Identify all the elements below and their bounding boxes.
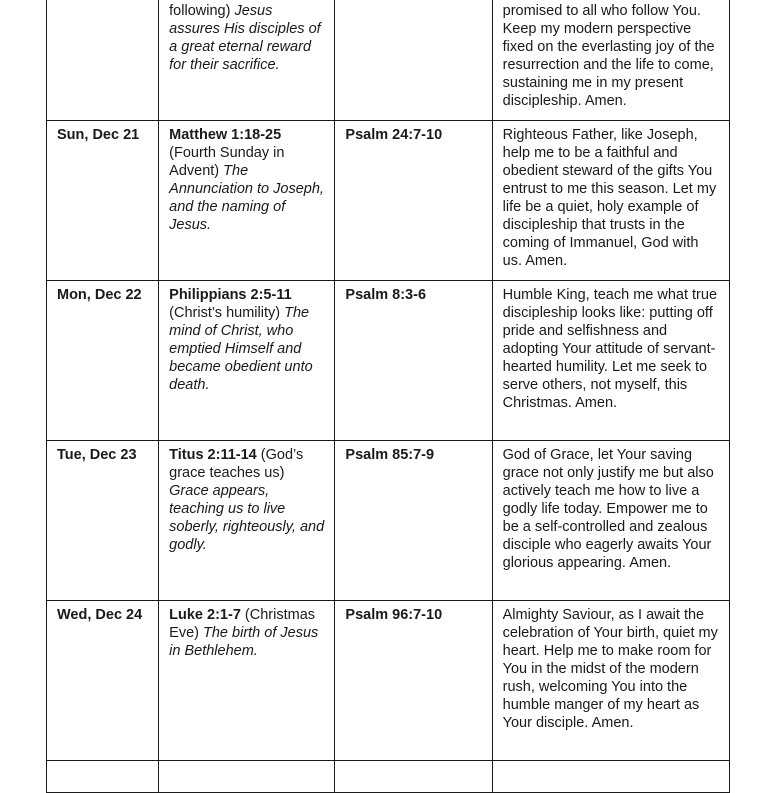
date-cell: Tue, Dec 23 bbox=[47, 441, 159, 601]
table-row bbox=[47, 281, 730, 441]
reading-note: (Christmas Eve) bbox=[169, 607, 316, 641]
psalm-cell: Psalm 24:7-10 bbox=[335, 121, 492, 281]
devotional-reading-table bbox=[46, 0, 730, 793]
psalm-cell: Psalm 85:7-9 bbox=[335, 441, 492, 601]
reading-note: (Fourth Sunday in Advent) bbox=[169, 145, 285, 179]
prayer-cell: promised to all who follow You. Keep my modern perspective fixed on the everlasting joy of the resurrection and the life to come, sustaining me in my present discipleship. Amen. bbox=[492, 0, 729, 121]
reading-cell bbox=[159, 761, 335, 793]
reading-reference: Luke 2:1-7 bbox=[169, 607, 241, 623]
psalm-cell bbox=[335, 761, 492, 793]
reading-note: (Christ’s humility) bbox=[169, 305, 281, 321]
reading-cell bbox=[159, 601, 335, 761]
date-cell bbox=[47, 0, 159, 121]
reading-cell bbox=[159, 441, 335, 601]
reading-cell bbox=[159, 0, 335, 121]
reading-theme: The Annunciation to Joseph, and the naming of Jesus. bbox=[169, 163, 324, 233]
prayer-cell: Righteous Father, like Joseph, help me to be a faithful and obedient steward of the gifts You entrust to me this season. Let my life be a quiet, holy example of discipleship that trusts in the coming of Immanuel, God with us. Amen. bbox=[492, 121, 729, 281]
date-cell: Sun, Dec 21 bbox=[47, 121, 159, 281]
prayer-cell bbox=[492, 761, 729, 793]
table-row bbox=[47, 441, 730, 601]
prayer-cell: God of Grace, let Your saving grace not only justify me but also actively teach me how to live a godly life today. Empower me to be a self-controlled and zealous disciple who eagerly awaits Your glorious appearing. Amen. bbox=[492, 441, 729, 601]
reading-reference: Titus 2:11-14 bbox=[169, 447, 257, 463]
reading-theme: The birth of Jesus in Bethlehem. bbox=[169, 625, 319, 659]
reading-note: (God’s grace teaches us) bbox=[169, 447, 304, 481]
psalm-cell bbox=[335, 0, 492, 121]
reading-cell bbox=[159, 121, 335, 281]
psalm-cell: Psalm 8:3-6 bbox=[335, 281, 492, 441]
reading-theme: The mind of Christ, who emptied Himself and became obedient unto death. bbox=[169, 305, 313, 393]
date-cell: Mon, Dec 22 bbox=[47, 281, 159, 441]
prayer-cell: Almighty Saviour, as I await the celebration of Your birth, quiet my heart. Help me to make room for You in the midst of the modern rush, welcoming You into the humble manger of my heart as Your disciple. Amen. bbox=[492, 601, 729, 761]
psalm-cell: Psalm 96:7-10 bbox=[335, 601, 492, 761]
date-cell: Wed, Dec 24 bbox=[47, 601, 159, 761]
table-row bbox=[47, 601, 730, 761]
date-cell bbox=[47, 761, 159, 793]
reading-reference: Philippians 2:5-11 bbox=[169, 287, 292, 303]
reading-theme: Grace appears, teaching us to live soberly, righteously, and godly. bbox=[169, 483, 325, 553]
reading-cell bbox=[159, 281, 335, 441]
reading-note: following) bbox=[169, 3, 235, 19]
table-row bbox=[47, 121, 730, 281]
table-row bbox=[47, 0, 730, 121]
table-row bbox=[47, 761, 730, 793]
reading-theme: Jesus assures His disciples of a great eternal reward for their sacrifice. bbox=[169, 3, 321, 73]
prayer-cell: Humble King, teach me what true discipleship looks like: putting off pride and selfishness and adopting Your attitude of servant-hearted humility. Let me seek to serve others, not myself, this Christmas. Amen. bbox=[492, 281, 729, 441]
reading-reference: Matthew 1:18-25 bbox=[169, 127, 282, 143]
